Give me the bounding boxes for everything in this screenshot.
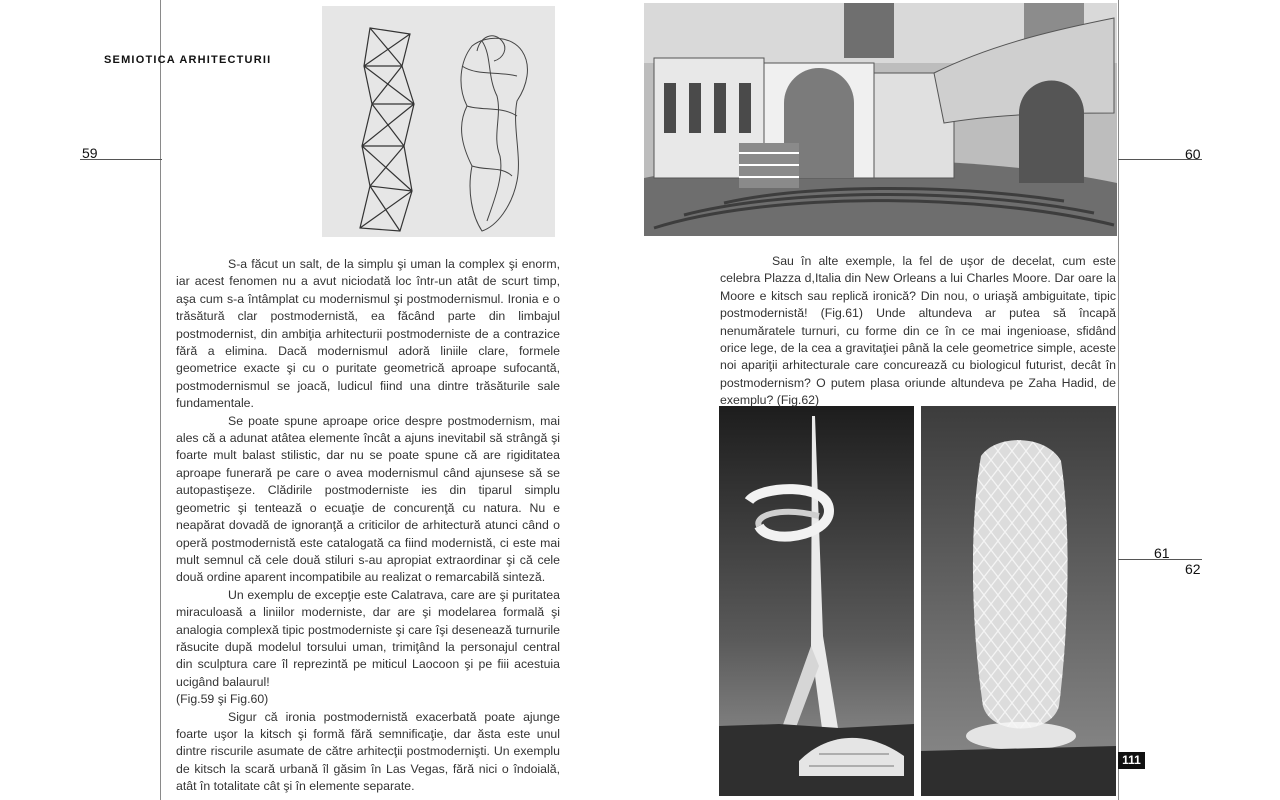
- left-paragraph-4: Sigur că ironia postmodernistă exacerbată poate ajunge foarte uşor la kitsch şi formă fără semnificaţie, dar ăsta este unul dintre riscurile asumate de către arhitecţii postmodernişti. Un exemplu de kitsch la scară urbană îl găsim în Las Vegas, fără nici o îndoială, atât în totalitate cât şi în elemente separate.: [176, 709, 560, 794]
- left-paragraph-2: Se poate spune aproape orice despre postmodernism, mai ales că a adunat atâtea elemente încât a ajuns inevitabil să strângă şi foarte mult balast stilistic, dar nu se poate spune că are rigiditatea aproape funerară pe care o avea modernismul când ajunsese să se autopastişeze. Clădirile postmoderniste ies din tiparul simplu geometric şi tentează o ecuaţie de concurenţă cu natura. Nu e neapărat dovadă de ignoranţă a criticilor de arhitectură atunci când o operă postmodernistă este catalogată ca fiind modernistă, ci este mai mult semnul că cele două stiluri s-au apropiat extraordinar şi că cele două ordine aparent incompatibile au realizat o remarcabilă sinteză.: [176, 413, 560, 585]
- left-paragraph-1: S-a făcut un salt, de la simplu şi uman la complex şi enorm, iar acest fenomen nu a avut niciodată loc într-un atât de scurt timp, aşa cum s-a întâmplat cu modernismul şi postmodernismul. Ironia e o trăsătură clar postmodernistă, ea făcând parte din limbajul postmodernist, din ambiţia arhitecturii postmoderniste de a contrazice fără a elimina. Dacă modernismul adoră liniile clare, formele geometrice exacte şi cu o puritate geometrică aproape sufocantă, postmodernismul se joacă, ludicul fiind una dintre trăsăturile sale fundamentale.: [176, 257, 560, 411]
- sketch-tower-torso-image: [322, 6, 555, 237]
- figure-number-62: 62: [1185, 561, 1201, 577]
- left-paragraph-3: Un exemplu de excepţie este Calatrava, care are şi puritatea miraculoasă a liniilor moderniste, dar are şi modelarea formală şi analogia complexă tipic postmoderniste şi care îşi desenează turnurile răsucite după modelul torsului uman, trimiţând la personajul central din sculptura care îl reprezintă pe miticul Laocoon şi pe fiii acestuia ucigând balaurul!: [176, 587, 560, 689]
- page-number: 111: [1118, 752, 1145, 769]
- piazza-ditalia-image: [644, 3, 1117, 236]
- figure-number-59: 59: [82, 145, 98, 161]
- figure-number-60: 60: [1185, 146, 1201, 162]
- zaha-hadid-tower-image: [921, 406, 1116, 796]
- right-paragraph-1: Sau în alte exemple, la fel de uşor de decelat, cum este celebra Plazza d,Italia din New Orleans a lui Charles Moore. Dar oare la Moore e kitsch sau replică ironică? Din nou, o uriaşă ambiguitate, tipic postmodernistă! (Fig.61) Unde altundeva ar putea să încapă nenumăratele turnuri, cu forme din ce în ce mai ingenioase, sfidând orice lege, de la cea a gravitaţiei până la cele geometrice simple, aceste noi apariţii arhitecturale care concurează cu biologicul futurist, decât în postmodernism? O putem plasa oriunde altundeva pe Zaha Hadid, de exemplu? (Fig.62): [720, 254, 1116, 408]
- calatrava-tower-image: [719, 406, 914, 796]
- left-paragraph-figref: (Fig.59 şi Fig.60): [176, 692, 269, 707]
- right-margin-rule: [1118, 0, 1119, 800]
- figure-number-61: 61: [1154, 545, 1170, 561]
- left-margin-rule: [160, 0, 161, 800]
- left-column-text: [176, 256, 560, 796]
- running-header: SEMIOTICA ARHITECTURII: [104, 54, 272, 66]
- right-column-text: [720, 253, 1116, 410]
